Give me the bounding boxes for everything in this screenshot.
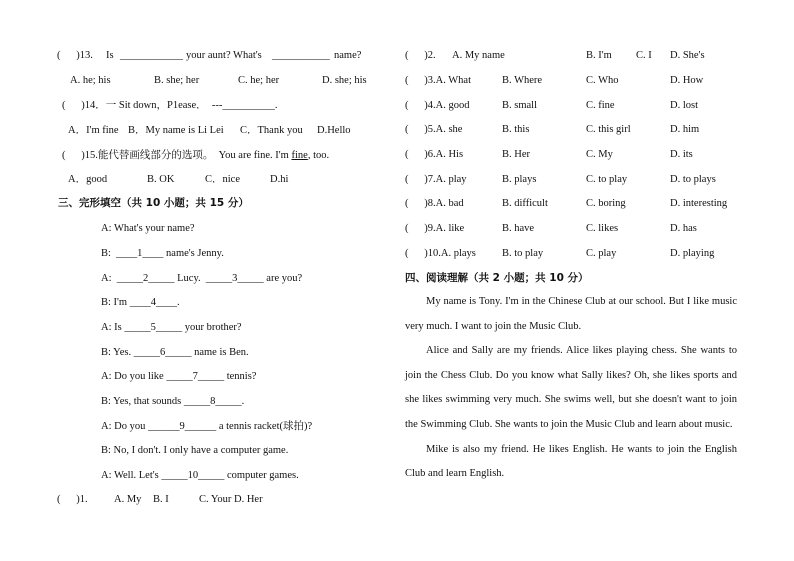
dialog-line: A: _____2_____ Lucy. _____3_____ are you?	[101, 273, 303, 284]
blank-8: _____8_____	[183, 396, 242, 407]
blank-1: ____1____	[116, 248, 164, 259]
q13-text-c: name?	[334, 50, 362, 61]
blank-5: _____5_____	[124, 322, 183, 333]
passage-paragraph: Alice and Sally are my friends. Alice likes playing chess. She wants to join the Chess Club. Do you know what Sally likes? Oh, she likes sports and she likes swimming very much. She swims well, but she doesn't want to join the Swimming Club. She wants to join the Music Club and learn about music.	[405, 345, 737, 430]
dialog-line: B: Yes, that sounds _____8_____.	[101, 396, 245, 407]
option: B．My name is Li Lei	[128, 125, 224, 136]
blank-3: _____3_____	[205, 273, 264, 284]
option: C. he; her	[238, 75, 280, 86]
question-15	[62, 148, 329, 163]
option: D. she; his	[322, 75, 367, 86]
dialog-line: B: Yes. _____6_____ name is Ben.	[101, 347, 249, 358]
blank-6: _____6_____	[133, 347, 192, 358]
q13-text-a: Is	[106, 50, 114, 61]
q15-sentence: You are fine. I'm	[218, 150, 292, 161]
q13-blank-1: ____________	[120, 50, 183, 61]
option: A. he; his	[70, 75, 111, 86]
q13-text-b: your aunt? What's	[186, 50, 262, 61]
option: A．I'm fine	[68, 125, 119, 136]
blank-10: _____10_____	[161, 470, 225, 481]
section-4-heading: 四、阅读理解（共 2 小题；共 10 分）	[405, 272, 589, 284]
passage-paragraph: My name is Tony. I'm in the Chinese Club at our school. But I like music very much. I want to join the Music Club.	[405, 296, 737, 332]
option: A．good	[68, 174, 108, 185]
dialog-line: A: Do you ______9______ a tennis racket(球拍)?	[101, 421, 313, 432]
option: C．Thank you	[240, 125, 303, 136]
option: D.Hello	[317, 125, 351, 136]
q13-blank-2: ___________	[272, 50, 330, 61]
dialog-line: A: Do you like _____7_____ tennis?	[101, 371, 257, 382]
q15-sentence-end: , too.	[307, 150, 330, 161]
q1-paren: ( )1.	[57, 494, 88, 505]
q13-paren: ( )13.	[57, 50, 93, 61]
dialog-line: A: Well. Let's _____10_____ computer games.	[101, 470, 299, 481]
dialog-line: A: What's your name?	[101, 223, 195, 234]
blank-2: _____2_____	[116, 273, 175, 284]
dialog-line: B: I'm ____4____.	[101, 297, 180, 308]
option: A. My	[114, 494, 142, 505]
reading-passage	[405, 290, 737, 487]
dialog-line: B: ____1____ name's Jenny.	[101, 248, 224, 259]
option: B. she; her	[154, 75, 200, 86]
dialog-line: A: Is _____5_____ your brother?	[101, 322, 242, 333]
option: C. Your D. Her	[199, 494, 263, 505]
dialog-line: B: No, I don't. I only have a computer game.	[101, 445, 289, 456]
option: B. OK	[147, 174, 175, 185]
q15-paren: ( )15.	[62, 150, 98, 161]
q15-instruction: 能代替画线部分的选项。	[97, 149, 214, 161]
passage-paragraph: Mike is also my friend. He likes English. He wants to join the English Club and learn English.	[405, 443, 737, 480]
question-14: ( )14．一 Sit down，P1ease． ---__________.	[62, 100, 278, 111]
option: C．nice	[205, 174, 240, 185]
section-3-heading: 三、完形填空（共 10 小题；共 15 分）	[58, 197, 249, 209]
blank-4: ____4____	[129, 297, 177, 308]
option: B. I	[153, 494, 169, 505]
blank-9: ______9______	[147, 421, 217, 432]
option: D.hi	[270, 174, 289, 185]
q15-underlined-word: fine	[291, 150, 308, 161]
blank-7: _____7_____	[166, 371, 225, 382]
